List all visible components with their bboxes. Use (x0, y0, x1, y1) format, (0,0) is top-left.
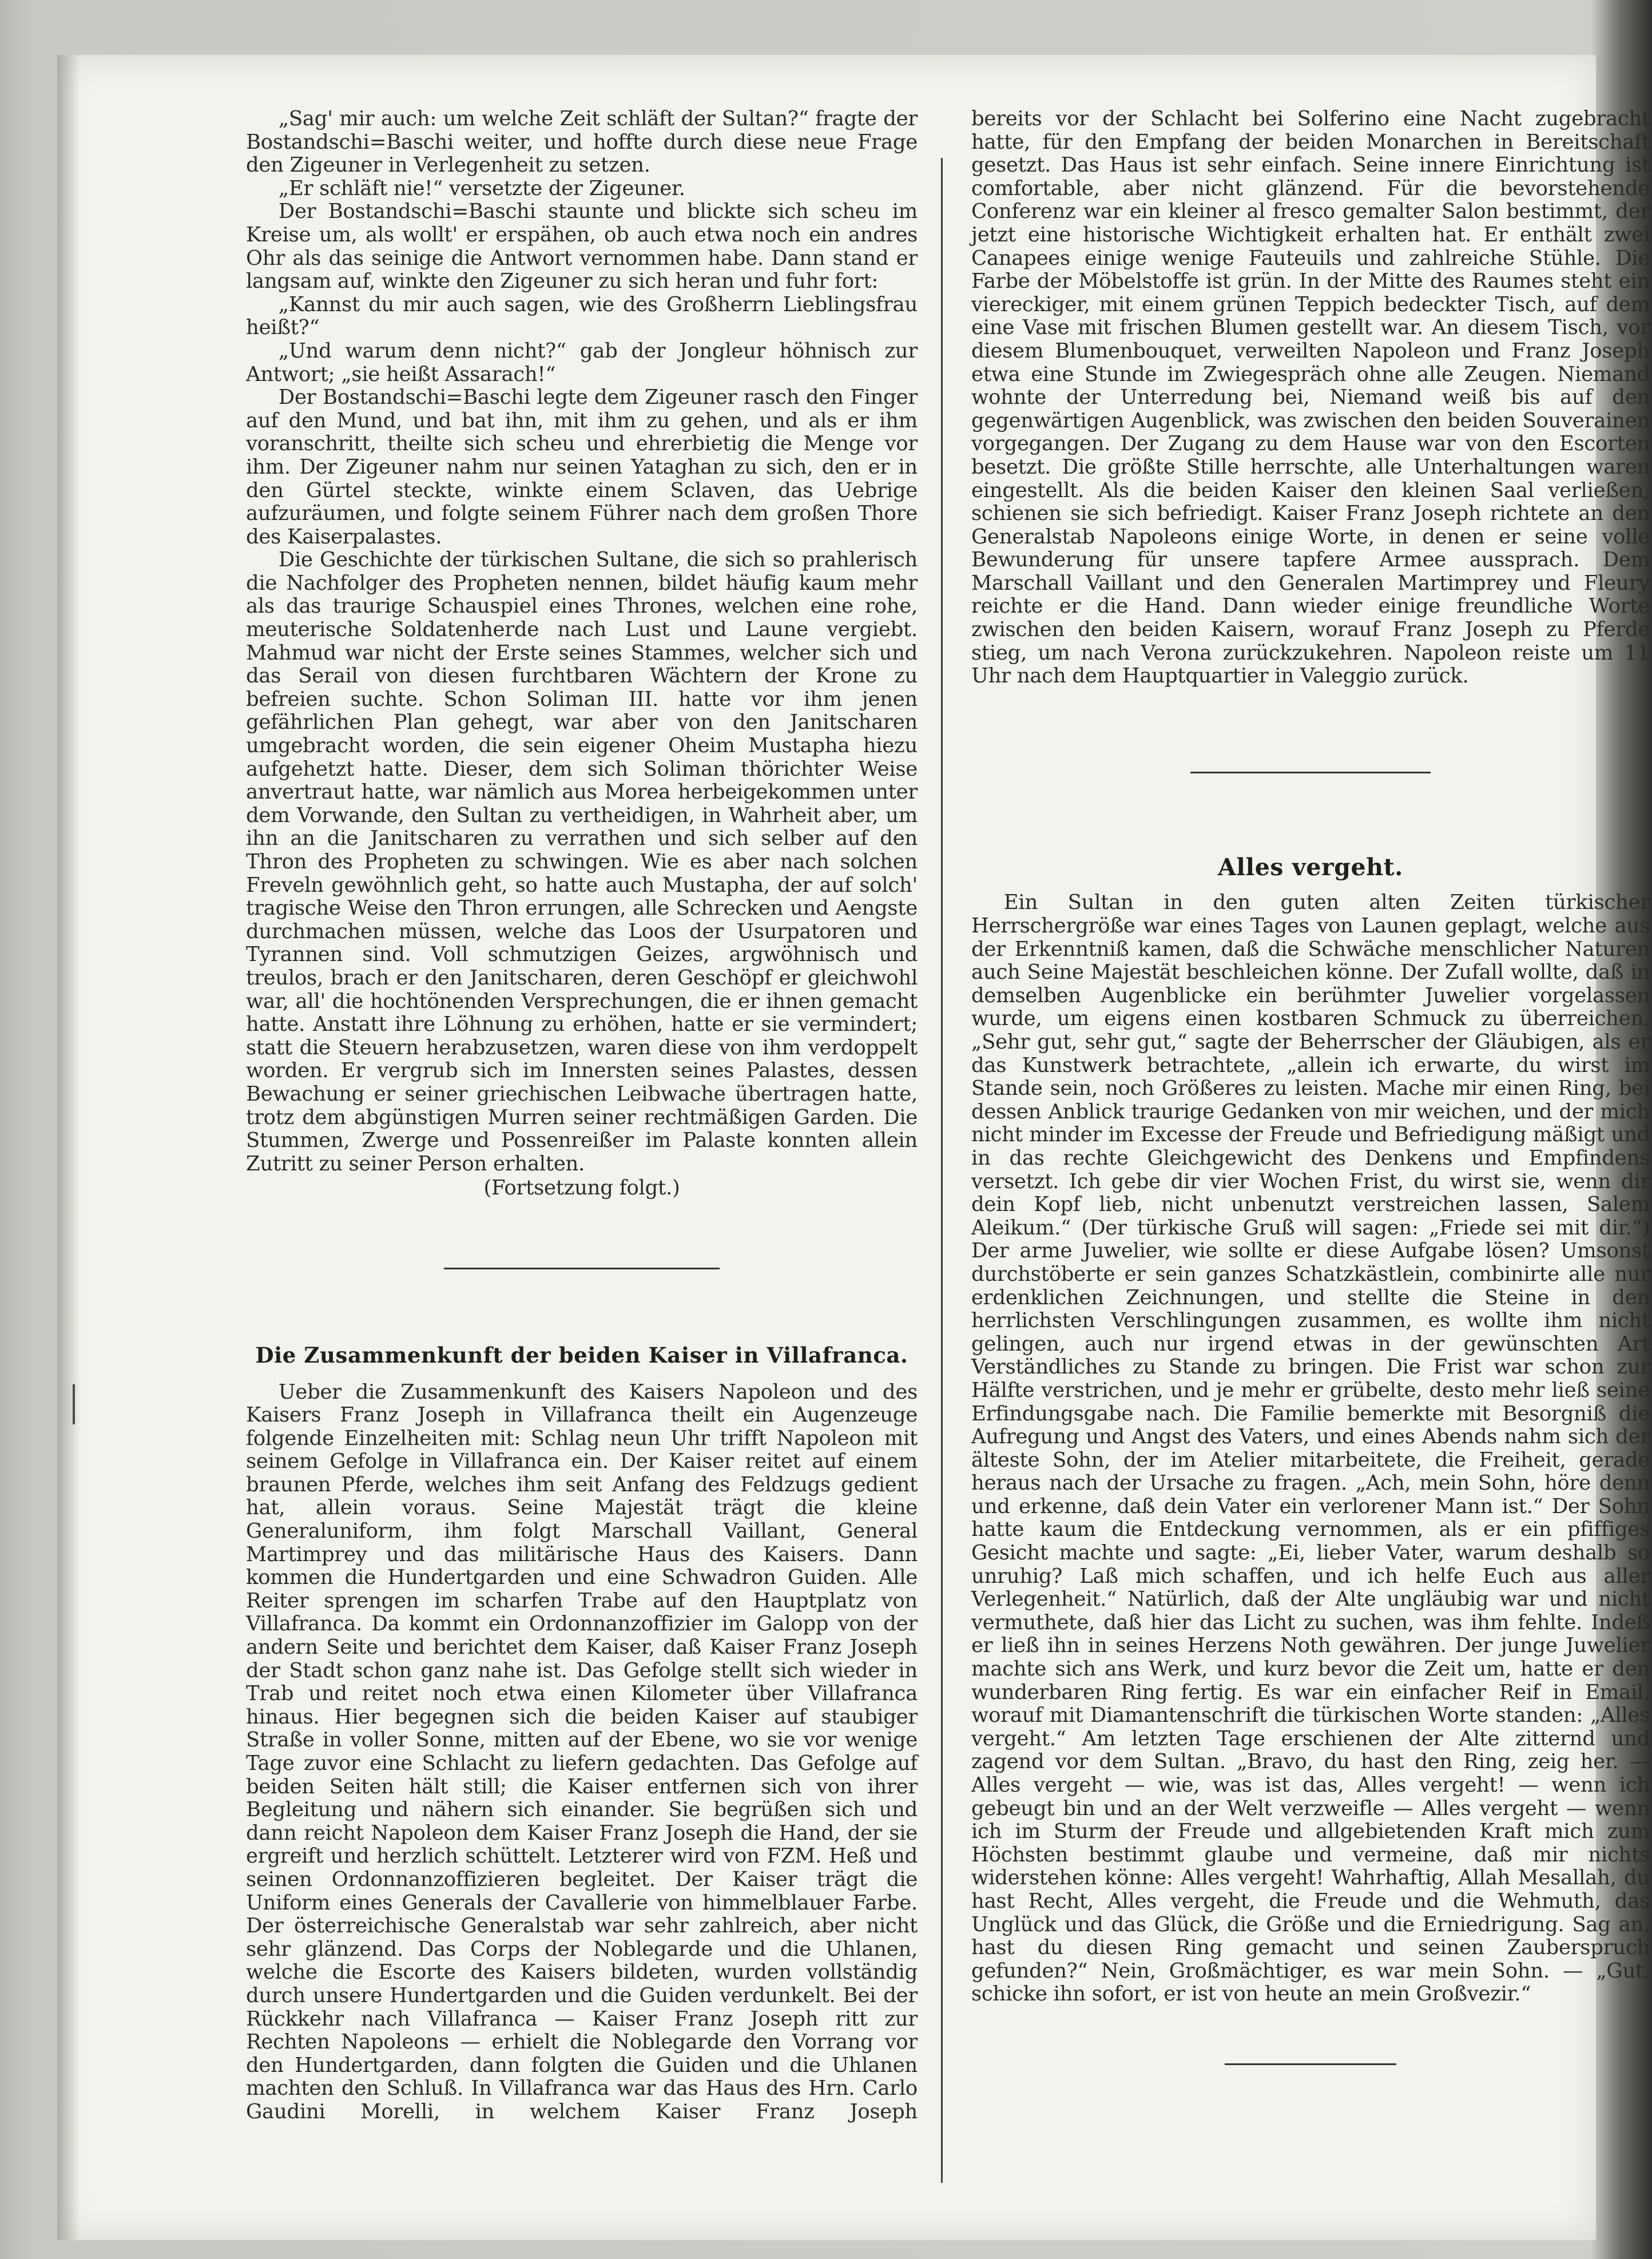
article-body-alles-vergeht (971, 891, 1650, 2006)
article-paragraph: bereits vor der Schlacht bei Solferino eine Nacht zugebracht hatte, für den Empfang der beiden Monarchen in Bereitschaft gesetzt. Das Haus ist sehr einfach. Seine innere Einrichtung ist comfortable, aber nicht glänzend. Für die bevorstehende Conferenz war ein kleiner al fresco gemalter Salon bestimmt, der jetzt eine historische Wichtigkeit erhalten hat. Er enthält zwei Canapees einige wenige Fauteuils und zahlreiche Stühle. Die Farbe der Möbelstoffe ist grün. In der Mitte des Raumes steht ein viereckiger, mit einem grünen Teppich bedeckter Tisch, auf dem eine Vase mit frischen Blumen gestellt war. An diesem Tisch, vor diesem Blumenbouquet, verweilten Napoleon und Franz Joseph etwa eine Stunde im Zwiegespräch ohne alle Zeugen. Niemand wohnte der Unterredung bei, Niemand weiß bis auf den gegenwärtigen Augenblick, was zwischen den beiden Souverainen vorgegangen. Der Zugang zu dem Hause war von den Escorten besetzt. Die größte Stille herrschte, alle Unterhaltungen waren eingestellt. Als die beiden Kaiser den kleinen Saal verließen, schienen sie sich befriedigt. Kaiser Franz Joseph richtete an den Generalstab Napoleons einige Worte, in denen er seine volle Bewunderung für unsere tapfere Armee aussprach. Dem Marschall Vaillant und den Generalen Martimprey und Fleury reichte er die Hand. Dann wieder einige freundliche Worte zwischen den beiden Kaisern, worauf Franz Joseph zu Pferde stieg, um nach Verona zurückzukehren. Napoleon reiste um 11 Uhr nach dem Hauptquartier in Valeggio zurück. (971, 107, 1650, 688)
section-divider (444, 1268, 720, 1269)
story-paragraph: Der Bostandschi=Baschi staunte und blickte sich scheu im Kreise um, als wollt' er erspähen, ob auch etwa noch ein andres Ohr als das seinige die Antwort vernommen habe. Dann stand er langsam auf, winkte den Zigeuner zu sich heran und fuhr fort: (246, 200, 918, 293)
section-divider (1225, 2063, 1396, 2065)
right-column (971, 55, 1650, 2065)
story-paragraph: „Sag' mir auch: um welche Zeit schläft der Sultan?“ fragte der Bostandschi=Baschi weiter, und hoffte durch diese neue Frage den Zigeuner in Verlegenheit zu setzen. (246, 107, 918, 177)
story-paragraph: „Er schläft nie!“ versetzte der Zigeuner. (278, 176, 685, 200)
margin-mark (73, 1384, 75, 1424)
article-body-villafranca (246, 1381, 918, 2124)
article-title-alles-vergeht: Alles vergeht. (1217, 853, 1404, 881)
continued-note: (Fortsetzung folgt.) (483, 1176, 680, 1200)
section-divider (1190, 772, 1431, 773)
story-continuation (246, 55, 918, 1200)
story-paragraph: „Kannst du mir auch sagen, wie des Großherrn Lieblingsfrau heißt?“ (246, 292, 918, 340)
article-title-villafranca: Die Zusammenkunft der beiden Kaiser in Villafranca. (255, 1342, 908, 1368)
newspaper-page (57, 55, 1650, 2240)
page-binding-shadow (57, 55, 80, 2240)
article-continuation-villafranca (971, 55, 1650, 688)
left-column (246, 55, 918, 2124)
story-paragraph: Der Bostandschi=Baschi legte dem Zigeuner rasch den Finger auf den Mund, und bat ihn, mit ihm zu gehen, und als er ihm voranschritt, theilte sich scheu und ehrerbietig die Menge vor ihm. Der Zigeuner nahm nur seinen Yataghan zu sich, den er in den Gürtel steckte, winkte einem Sclaven, das Uebrige aufzuräumen, und folgte seinem Führer nach dem großen Thore des Kaiserpalastes. (246, 386, 918, 549)
story-paragraph: „Und warum denn nicht?“ gab der Jongleur höhnisch zur Antwort; „sie heißt Assarach!“ (246, 339, 918, 386)
article-paragraph: Ueber die Zusammenkunft des Kaisers Napoleon und des Kaisers Franz Joseph in Villafranca theilt ein Augenzeuge folgende Einzelheiten mit: Schlag neun Uhr trifft Napoleon mit seinem Gefolge in Villafranca ein. Der Kaiser reitet auf einem braunen Pferde, welches ihm seit Anfang des Feldzugs gedient hat, allein voraus. Seine Majestät trägt die kleine Generaluniform, ihm folgt Marschall Vaillant, General Martimprey und das militärische Haus des Kaisers. Dann kommen die Hundertgarden und eine Schwadron Guiden. Alle Reiter sprengen im scharfen Trabe auf den Hauptplatz von Villafranca. Da kommt ein Ordonnanzoffizier im Galopp von der andern Seite und berichtet dem Kaiser, daß Kaiser Franz Joseph der Stadt schon ganz nahe ist. Das Gefolge stellt sich wieder in Trab und reitet noch etwa einen Kilometer über Villafranca hinaus. Hier begegnen sich die beiden Kaiser auf staubiger Straße in voller Sonne, mitten auf der Ebene, wo sie vor wenige Tage zuvor eine Schlacht zu liefern gedachten. Das Gefolge auf beiden Seiten hält still; die Kaiser entfernen sich von ihrer Begleitung und nähern sich einander. Sie begrüßen sich und dann reicht Napoleon dem Kaiser Franz Joseph die Hand, der sie ergreift und herzlich schüttelt. Letzterer wird von FZM. Heß und seinen Ordonnanzoffizieren begleitet. Der Kaiser trägt die Uniform eines Generals der Cavallerie von himmelblauer Farbe. Der österreichische Generalstab war sehr zahlreich, aber nicht sehr glänzend. Das Corps der Noblegarde und die Uhlanen, welche die Escorte des Kaisers bildeten, wurden vollständig durch unsere Hundertgarden und die Guiden verdunkelt. Bei der Rückkehr nach Villafranca — Kaiser Franz Joseph ritt zur Rechten Napoleons — erhielt die Noblegarde den Vorrang vor den Hundertgarden, dann folgten die Guiden und die Uhlanen machten den Schluß. In Villafranca war das Haus des Hrn. Carlo Gaudini Morelli, in welchem Kaiser Franz Joseph (246, 1380, 918, 2123)
article-paragraph: Ein Sultan in den guten alten Zeiten türkischer Herrschergröße war eines Tages von Launen geplagt, welche aus der Erkenntniß kamen, daß die Schwäche menschlicher Naturen auch Seine Majestät beschleichen könne. Der Zufall wollte, daß in demselben Augenblicke ein berühmter Juwelier vorgelassen wurde, um eigens einen kostbaren Schmuck zu überreichen. „Sehr gut, sehr gut,“ sagte der Beherrscher der Gläubigen, als er das Kunstwerk betrachtete, „allein ich erwarte, du wirst im Stande sein, noch Größeres zu leisten. Mache mir einen Ring, bei dessen Anblick traurige Gedanken von mir weichen, und der mich nicht minder im Excesse der Freude und Befriedigung mäßigt und in das rechte Gleichgewicht des Denkens und Empfindens versetzt. Ich gebe dir vier Wochen Frist, du wirst sie, wenn dir dein Kopf lieb, nicht unbenutzt verstreichen lassen, Salem Aleikum.“ (Der türkische Gruß will sagen: „Friede sei mit dir.“) Der arme Juwelier, wie sollte er diese Aufgabe lösen? Umsonst durchstöberte er sein ganzes Schatzkästlein, combinirte alle nur erdenklichen Zeichnungen, und stellte die Steine in den herrlichsten Verschlingungen zusammen, es wollte ihm nicht gelingen, auch nur irgend etwas in der gewünschten Art Verständliches zu Stande zu bringen. Die Frist war schon zur Hälfte verstrichen, und je mehr er grübelte, desto mehr ließ seine Erfindungsgabe nach. Die Familie bemerkte mit Besorgniß die Aufregung und Angst des Vaters, und eines Abends nahm sich der älteste Sohn, der im Atelier mitarbeitete, die Freiheit, gerade heraus nach der Ursache zu fragen. „Ach, mein Sohn, höre denn und erkenne, daß dein Vater ein verlorener Mann ist.“ Der Sohn hatte kaum die Entdeckung vernommen, als er ein pfiffiges Gesicht machte und sagte: „Ei, lieber Vater, warum deshalb so unruhig? Laß mich schaffen, und ich helfe Euch aus aller Verlegenheit.“ Natürlich, daß der Alte ungläubig war und nicht vermuthete, daß hier das Licht zu suchen, was ihm fehlte. Indeß er ließ ihn in seines Herzens Noth gewähren. Der junge Juwelier machte sich ans Werk, und kurz bevor die Zeit um, hatte er den wunderbaren Ring fertig. Es war ein einfacher Reif in Email, worauf mit Diamantenschrift die türkischen Worte standen: „Alles vergeht.“ Am letzten Tage erschienen der Alte zitternd und zagend vor dem Sultan. „Bravo, du hast den Ring, zeig her. — Alles vergeht — wie, was ist das, Alles vergeht! — wenn ich gebeugt bin und an der Welt verzweifle — Alles vergeht — wenn ich im Sturm der Freude und allgebietenden Kraft mich zum Höchsten bestimmt glaube und vermeine, daß mir nichts widerstehen könne: Alles vergeht! Wahrhaftig, Allah Mesallah, du hast Recht, Alles vergeht, die Freude und die Wehmuth, das Unglück und das Glück, die Größe und die Erniedrigung. Sag an, hast du diesen Ring gemacht und seinen Zauberspruch gefunden?“ Nein, Großmächtiger, es war mein Sohn. — „Gut, schicke ihn sofort, er ist von heute an mein Großvezir.“ (971, 891, 1650, 2006)
column-rule (941, 158, 943, 2183)
story-paragraph: Die Geschichte der türkischen Sultane, die sich so prahlerisch die Nachfolger des Propheten nennen, bildet häufig kaum mehr als das traurige Schauspiel eines Thrones, welchen eine rohe, meuterische Soldatenherde nach Lust und Laune vergiebt. Mahmud war nicht der Erste seines Stammes, welcher sich und das Serail von diesen furchtbaren Wächtern der Krone zu befreien suchte. Schon Soliman III. hatte vor ihm jenen gefährlichen Plan gehegt, war aber von den Janitscharen umgebracht worden, die sein eigener Oheim Mustapha hiezu aufgehetzt hatte. Dieser, dem sich Soliman thörichter Weise anvertraut hatte, war nämlich aus Morea herbeigekommen unter dem Vorwande, den Sultan zu vertheidigen, in Wahrheit aber, um ihn an die Janitscharen zu verrathen und sich selber auf den Thron des Propheten zu schwingen. Wie es aber nach solchen Freveln gewöhnlich geht, so hatte auch Mustapha, der auf solch' tragische Weise den Thron errungen, alle Schrecken und Aengste durchmachen müssen, welche das Loos der Usurpatoren und Tyrannen sind. Voll schmutzigen Geizes, argwöhnisch und treulos, brach er den Janitscharen, deren Geschöpf er gleichwohl war, all' die hochtönenden Versprechungen, die er ihnen gemacht hatte. Anstatt ihre Löhnung zu erhöhen, hatte er sie vermindert; statt die Steuern herabzusetzen, waren diese von ihm verdoppelt worden. Er vergrub sich im Innersten seines Palastes, dessen Bewachung er seiner griechischen Leibwache übertragen hatte, trotz dem abgünstigen Murren seiner rechtmäßigen Garden. Die Stummen, Zwerge und Possenreißer im Palaste konnten allein Zutritt zu seiner Person erhalten. (246, 548, 918, 1176)
